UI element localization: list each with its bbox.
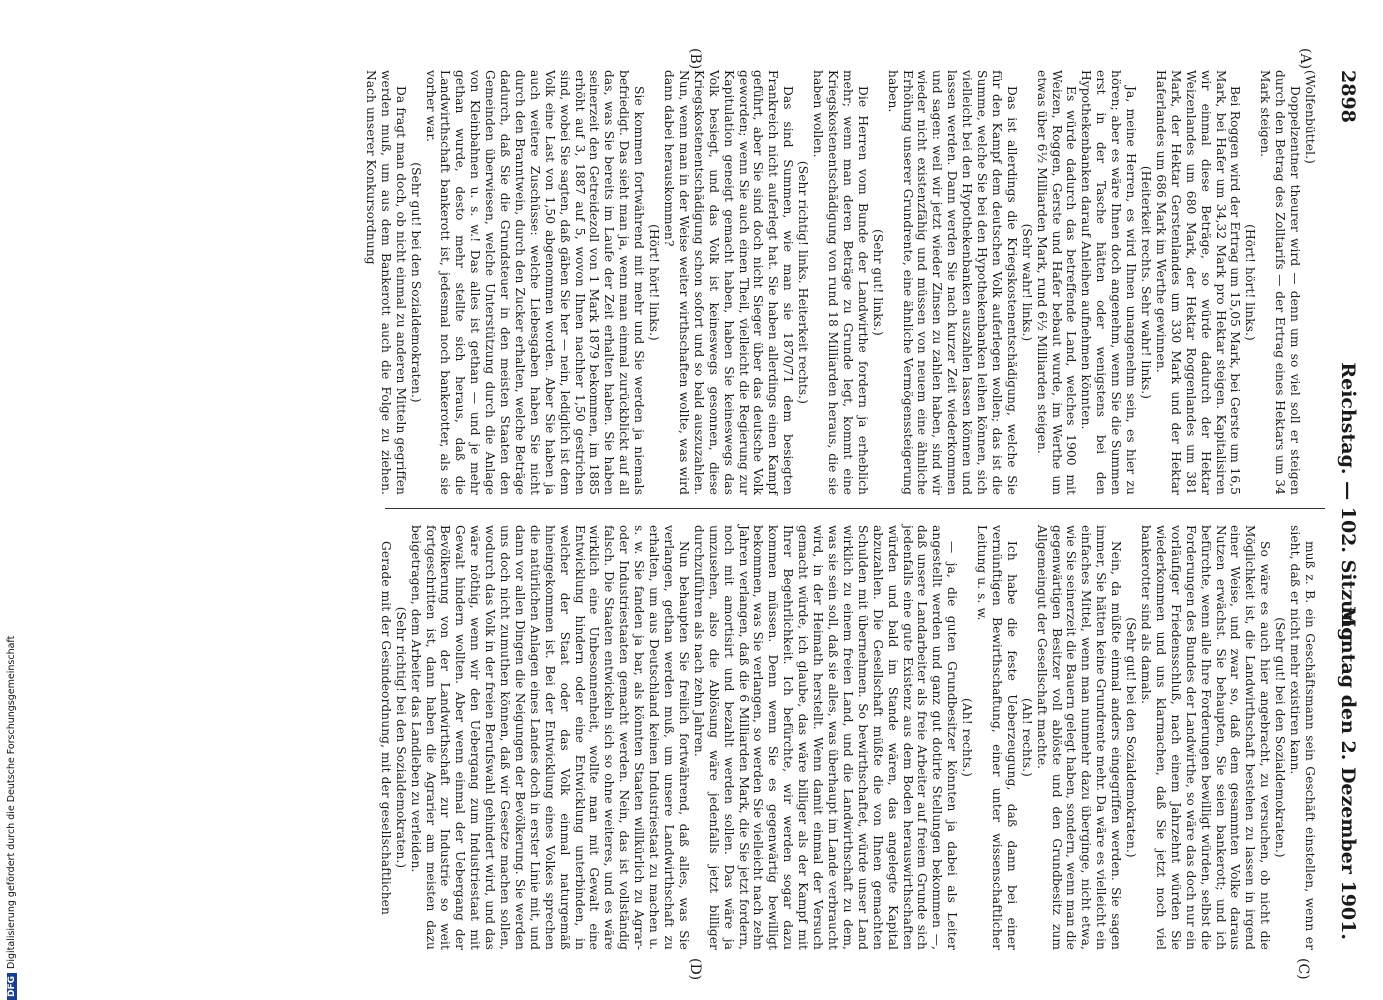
paragraph: Gerade mit der Gesindeordnung, mit der gesellschaftlichen [378,541,393,915]
paragraph: Die Herren vom Bunde der Landwirthe fordern ja erheblich mehr; wenn man deren Beträge zu Grunde legt, kommt eine Kriegskostenentschädigung von rund 18 Milliarden heraus, die sie haben wollen. [811,70,870,495]
paragraph: (Wolfenbüttel.) [1303,70,1317,164]
paragraph: (Heiterkeit rechts. Sehr wahr! links.) [1139,165,1154,400]
left-column [363,70,1317,495]
paragraph: (Sehr gut! bei den Sozialdemokraten.) [1124,617,1139,858]
paragraph: Ja, meine Herren, es wird Ihnen unangenehm sein, es hier zu hören; aber es wäre Ihnen doch angenehm, wenn Sie die Summen erst in der Tasche hätten oder wenigstens bei den Hypothekenbanken darauf Anleihen aufnehmen könnten. [1079,70,1139,495]
paragraph: (Ah! rechts.) [1019,698,1034,777]
credit-text: Digitalisierung gefördert durch die Deutsche Forschungsgemeinschaft [6,635,17,969]
paragraph: (Sehr richtig! bei den Sozialdemokraten.) [393,606,408,869]
paragraph: (Hört! hört! links.) [1243,224,1258,341]
paragraph: (Sehr gut! bei den Sozialdemokraten.) [1273,617,1288,858]
paragraph: muß z. B. ein Geschäftsmann sein Geschäft einstellen, wenn er sieht, daß er nicht mehr existiren kann. [1288,525,1317,950]
paragraph: (Sehr wahr! links.) [1019,223,1034,342]
paragraph: Das sind Summen, wie man sie 1870/71 dem besiegten Frankreich nicht auferlegt hat. Sie haben allerdings einen Kampf geführt, aber Sie sind doch nicht Sieger über das deutsche Volk geworden; wenn Sie auch einen Theil, vielleicht die Regierung zur Kapitulation geneigt gemacht haben, haben Sie keineswegs das Volk besiegt, und das Volk ist keineswegs gesonnen, diese Kriegskostenentschädigung schon sofort und so bald auszuzahlen. Nun, wenn man in der Weise weiter wirthschaften wollte, was wird dann dabei herauskommen? [662,70,796,495]
paragraph: Es würde dadurch das betreffende Land, welches 1900 mit Weizen, Roggen, Gerste und Hafer bebaut wurde, im Werthe um etwas über 6½ Milliarden Mark, rund 6½ Milliarden steigen. [1034,70,1079,495]
paragraph: (Sehr gut! bei den Sozialdemokraten.) [408,162,423,403]
session-title: Reichstag. — 102. Sitzung. [1337,362,1359,648]
margin-marker-b: (B) [687,48,703,70]
page-header [1333,70,1359,940]
paragraph: (Ah! rechts.) [960,698,975,777]
dfg-logo-icon: DFG [7,973,17,1000]
margin-marker-c: (C) [1295,958,1311,980]
page-number: 2898 [1337,70,1359,123]
paragraph: — ja, die guten Grundbesitzer könnten ja dabei als Leiter angestellt werden und ganz gut dotirte Stellungen bekommen —, daß unsere Landarbeiter als freie Arbeiter auf freiem Grunde sich jedenfalls eine gute Existenz aus dem Boden herauswirthschaften würden und bald im Stande wären, das angelegte Kapital abzuzahlen. Die Gesellschaft müßte die von Ihnen gemachten Schulden mit übernehmen. So bewirthschaftet, würde unser Land wirklich zu einem freien Land, und die Landwirthschaft zu dem, was sie sein soll, daß sie alles, was überhaupt im Lande verbraucht wird, in der Heimath herstellt. Wenn damit einmal der Versuch gemacht würde, ich glaube, das wäre billiger als der Kampf mit Ihrer Begehrlichkeit. Ich befürchte, wir werden sogar dazu kommen müssen. Denn wenn Sie es gegenwärtig bewilligt bekommen, was Sie verlangen, so werden Sie vielleicht nach zehn Jahren verlangen, daß die 6 Milliarden Mark, die Sie jetzt fordern, noch mit amortisirt und bezahlt werden sollen. Das wäre ja umzusehen, also die Ablösung wäre jedenfalls jetzt billiger durchzuführen als nach zehn Jahren. [691,525,960,950]
margin-marker-a: (A) [1297,48,1313,70]
paragraph: (Sehr gut! links.) [870,229,885,336]
paragraph: Ich habe die feste Ueberzeugung, daß dann bei einer vernünftigen Bewirthschaftung, einer unter wissenschaftlicher Leitung u. s. w. [975,525,1019,950]
paragraph: Nein, da müßte einmal anders eingegriffen werden. Sie sagen immer, Sie hätten keine Grundrente mehr. Da wäre es vielleicht ein einfaches Mittel, wenn man nunmehr dazu überginge, nicht etwa, wie Sie seinerzeit die Bauern gelegt haben, sondern, wenn man die gegenwärtigen Besitzer voll ablöste und den Grundbesitz zum Allgemeingut der Gesellschaft machte. [1034,525,1124,950]
paragraph: (Sehr richtig! links. Heiterkeit rechts.) [796,160,811,405]
session-date: Montag den 2. Dezember 1901. [1337,606,1359,940]
paragraph: Da fragt man doch, ob nicht einmal zu anderen Mitteln gegriffen werden muß, um aus dem Bankerott auch die Folge zu ziehen. Nach unserer Konkursordnung [363,70,408,495]
right-column [378,525,1317,950]
column-divider [385,508,1325,509]
paragraph: Das ist allerdings die Kriegskostenentschädigung, welche Sie für den Kampf dem deutschen Volk auferlegen wollen; das ist die Summe, welche Sie bei den Hypothekenbanken leihen können, sich vielleicht bei den Hypothekenbanken auszahlen lassen können und lassen werden. Dann werden Sie nach kurzer Zeit wiederkommen und sagen: weil wir jetzt wieder Zinsen zu zahlen haben, sind wir wieder nicht existenzfähig und müssen von neuem eine ähnliche Erhöhung unserer Grundrente, eine ähnliche Vermögenssteigerung haben. [885,70,1019,495]
margin-marker-d: (D) [687,958,703,981]
paragraph: Sie kommen fortwährend mit mehr und Sie werden ja niemals befriedigt. Das sieht man ja, wenn man einmal zurückblickt auf all das, was Sie bereits im Laufe der Zeit erhalten haben. Sie haben seinerzeit den Getreidezoll von 1 Mark 1879 bekommen, im 1885 erhöht auf 3, 1887 auf 5, wovon Ihnen nachher 1,50 gestrichen sind, wobei Sie sagten, daß gäben Sie her — nein, lediglich ist dem Volk eine Last von 1,50 abgenommen worden. Aber Sie haben ja auch weitere Zuschüsse: welche Liebesgaben haben Sie nicht durch den Branntwein, durch den Zucker erhalten, welche Beträge dadurch, daß Sie die Grundsteuer in den meisten Staaten den Gemeinden überwiesen, welche Unterstützung durch die Anlage von Kleinbahnen u. s. w.! Das alles ist gethan — und je mehr gethan wurde, desto mehr stellte sich heraus, daß die Landwirthschaft bankerott ist, jedesmal noch bankerotter, als sie vorher war. [423,70,647,495]
paragraph: Nun behaupten Sie freilich fortwährend, daß alles, was Sie verlangen, gethan werden muß, um unsere Landwirthschaft zu erhalten, um aus Deutschland keinen Industriestaat zu machen u. s. w. Sie fanden ja bar, als könnten Staaten willkürlich zu Agrar- oder Industriestaaten gemacht werden. Nein, das ist vollständig falsch. Die Staaten entwickeln sich so ohne weiteres, und es wäre wirklich eine Unbesonnenheit, wollte man mit Gewalt eine Entwicklung hindern oder eine Entwicklung unterbinden, in welcher der Staat oder das Volk einmal naturgemäß hineingekommen ist. Bei der Entwicklung eines Volkes sprechen die natürlichen Anlagen eines Landes doch in erster Linie mit, und dann vor allen Dingen die Neigungen der Bevölkerung. Sie werden uns doch nicht zumuthen können, daß wir Gesetze machen sollen, wodurch das Volk in der freien Berufswahl gehindert wird, und das wäre nöthig, wenn wir den Uebergang zum Industriestaat mit Gewalt hindern wollten. Aber wenn einmal der Uebergang der Bevölkerung von der Landwirthschaft zur Industrie so weit fortgeschritten ist, dann haben die Agrarier am meisten dazu beigetragen, dem Arbeiter das Landleben zu verleiden. [408,525,691,950]
digitization-credit [6,636,17,1000]
paragraph: Doppelzentner theurer wird — denn um so viel soll er steigen durch den Betrag des Zolltarifs — der Ertrag eines Hektars um 34 Mark steigen. [1258,70,1303,495]
paragraph: So wäre es auch hier angebracht, zu versuchen, ob nicht die Möglichkeit ist, die Landwirthschaft bestehen zu lassen in irgend einer Weise, und zwar so, daß dem gesammten Volke daraus Nutzen erwächst. Sie behaupten, Sie seien bankerott; und ich befürchte, wenn alle Ihre Forderungen bewilligt würden, selbst die Forderungen des Bundes der Landwirthe, so wäre das doch nur ein vorläufiger Friedensschluß, nach einem Jahrzehnt würden Sie wiederkommen und uns klarmachen, daß Sie jetzt noch viel bankerotter sind als damals. [1139,525,1273,950]
paragraph: (Hört! hört! links.) [647,224,662,341]
paragraph: Bei Roggen wird der Ertrag um 15,05 Mark, bei Gerste um 16,5 Mark, bei Hafer um 34,32 Mark pro Hektar steigen. Kapitalisiren wir einmal diese Beträge, so würde dadurch der Hektar Weizenlandes um 680 Mark, der Hektar Roggenlandes um 381 Mark, der Hektar Gerstenlandes um 330 Mark und der Hektar Haferlandes um 686 Mark im Werthe gewinnen. [1153,70,1243,495]
